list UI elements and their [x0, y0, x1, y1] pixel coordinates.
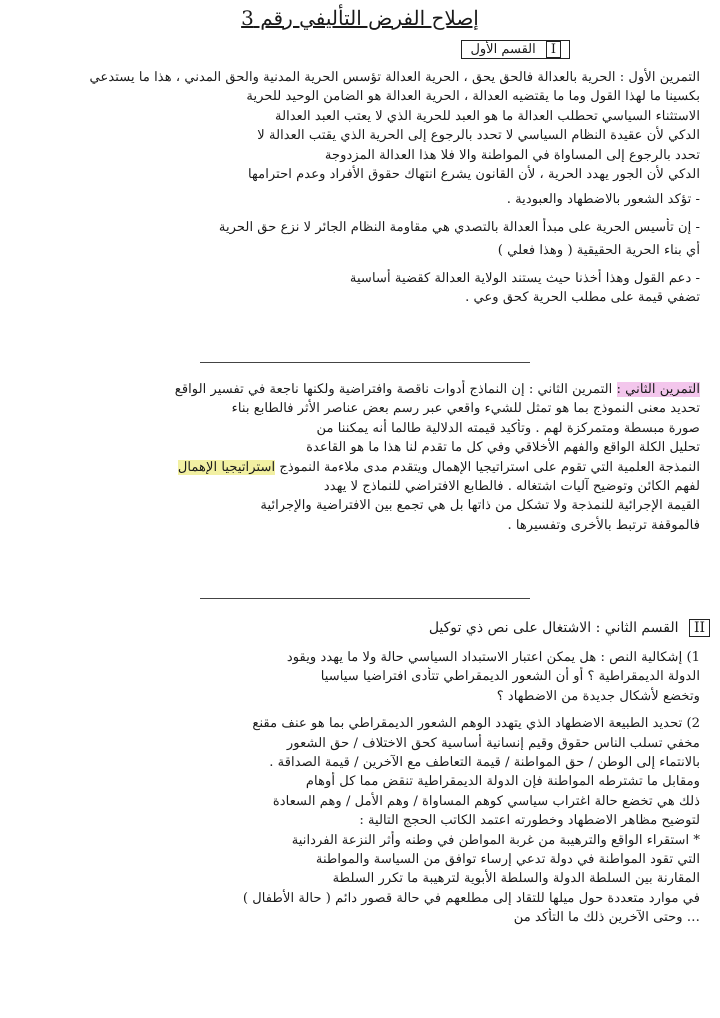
text-line: في موارد متعددة حول ميلها للتقاد إلى مطلعهم في حالة قصور دائم ( حالة الأطفال )	[242, 890, 700, 906]
section-1-header	[461, 40, 570, 59]
text-line: 1) إشكالية النص : هل يمكن اعتبار الاستبداد السياسي حالة ولا ما يهدد ويقود	[286, 650, 700, 665]
text-line: الدولة الديمقراطية ؟ أو أن الشعور الديمقراطي تتأدى افتراضيا سياسيا	[320, 669, 700, 685]
text-line: بكسينا ما لهذا القول وما ما يقتضيه العدالة ، الحرية العدالة هو الضامن الوحيد للحرية	[246, 89, 700, 105]
text-line: ومقابل ما تشترطه المواطنة فإن الدولة الديمقراطية تنقض مما كل أوهام	[305, 774, 700, 790]
text-line: الاستثناء السياسي تحطلب العدالة ما هو العبد للحرية الذي لا يعتب العبد العدالة	[275, 108, 700, 124]
text-line: ذلك هي تخضع حالة اغتراب سياسي كوهم المساواة / وهم الأمل / وهم السعادة	[272, 793, 700, 809]
section-1-number: I	[546, 41, 561, 58]
text-line: وتخضع لأشكال جديدة من الاضطهاد ؟	[496, 688, 700, 704]
divider-line	[200, 598, 530, 599]
text-line: التي تقود المواطنة في دولة تدعي إرساء توافق من السياسة والمواطنة	[315, 852, 700, 868]
text-line: - تؤكد الشعور بالاضطهاد والعبودية .	[506, 192, 700, 208]
text-line: * استقراء الواقع والترهيبة من غربة المواطن في وطنه وأثر النزعة الفردانية	[291, 832, 700, 848]
text-line: تحديد معنى النموذج بما هو تمثل للشيء واقعي عبر رسم بعض عناصر الأثر فالطابع بناء	[231, 401, 700, 417]
text-line: أي بناء الحرية الحقيقية ( وهذا فعلي )	[497, 243, 700, 259]
text-line: التمرين الثاني : إن النماذج أدوات ناقصة وافتراضية ولكنها ناجعة في تفسير الواقع	[174, 382, 613, 397]
text-line: النمذجة العلمية التي تقوم على استراتيجيا الإهمال ويتقدم مدى ملاءمة النموذج	[279, 459, 700, 475]
exercise-1-answer	[20, 68, 700, 307]
text-line: تحدد بالرجوع إلى المساواة في المواطنة والا فلا هذا العدالة المزدوجة	[324, 147, 700, 163]
text-line: - دعم القول وهذا أخذنا حيث يستند الولاية العدالة كقضية أساسية	[349, 270, 700, 286]
text-line: 2) تحديد الطبيعة الاضطهاد الذي يتهدد الوهم الشعور الديمقراطي بما هو عنف مقنع	[252, 716, 700, 732]
text-line: - إن تأسيس الحرية على مبدأ العدالة بالتصدي هي مقاومة النظام الجائر لا نزع حق الحرية	[218, 219, 700, 235]
text-line: لفهم الكائن وتوضيح آليات اشتغاله . فالطابع الافتراضي للنماذج لا يهدد	[323, 479, 700, 495]
exercise-2-answer	[20, 380, 700, 535]
section-2-number: II	[689, 619, 710, 637]
section-2-header	[429, 620, 710, 636]
highlighted-phrase: استراتيجيا الإهمال	[177, 459, 276, 475]
text-line: تضفي قيمة على مطلب الحرية كحق وعي .	[465, 290, 700, 306]
text-line: مخفي تسلب الناس حقوق وقيم إنسانية أساسية كحق الاختلاف / حق الشعور	[286, 735, 700, 751]
text-line: … وحتى الآخرين ذلك ما التأكد من	[513, 910, 700, 926]
text-line: بالانتماء إلى الوطن / حق المواطنة / قيمة التعاطف مع الآخرين / قيمة الصداقة .	[269, 755, 700, 771]
text-line: التمرين الأول : الحرية بالعدالة فالحق يحق ، الحرية العدالة تؤسس الحرية المدنية والحق المدني ، هذا ما يستدعي	[89, 70, 700, 85]
text-line: الدكي لأن عقيدة النظام السياسي لا تحدد بالرجوع إلى الحرية الذي يقتب العدالة لا	[257, 128, 700, 144]
text-line: صورة مبسطة ومتمركزة لهم . وتأكيد قيمته الدلالية طالما أنه يمكننا من	[316, 420, 700, 436]
divider-line	[200, 362, 530, 363]
text-line: المقارنة بين السلطة الدولة والسلطة الأبوية لترهيبة ما تكرر السلطة	[332, 871, 700, 887]
section-2-label: القسم الثاني : الاشتغال على نص ذي توكيل	[428, 620, 679, 636]
text-line: فالموقفة ترتبط بالأخرى وتفسيرها .	[507, 517, 700, 533]
section-1-label: القسم الأول	[470, 42, 536, 57]
text-line	[20, 380, 700, 399]
text-line	[20, 458, 700, 477]
text-line: لتوضيح مظاهر الاضطهاد وخطورته اعتمد الكاتب الحجج التالية :	[359, 813, 700, 829]
text-line: القيمة الإجرائية للنمذجة ولا تشكل من ذاتها بل هي تجمع بين الافتراضية والإجرائية	[260, 498, 700, 514]
text-line: تحليل الكلة الواقع والفهم الأخلاقي وفي كل ما تقدم لنا هذا ما هو القاعدة	[306, 440, 700, 456]
exercise-2-label: التمرين الثاني :	[616, 382, 700, 397]
page-title: إصلاح الفرض التأليفي رقم 3	[241, 6, 479, 30]
text-analysis-answer	[20, 648, 700, 928]
text-line: الدكي لأن الجور يهدد الحرية ، لأن القانون يشرع انتهاك حقوق الأفراد وعدم احترامها	[248, 167, 700, 183]
